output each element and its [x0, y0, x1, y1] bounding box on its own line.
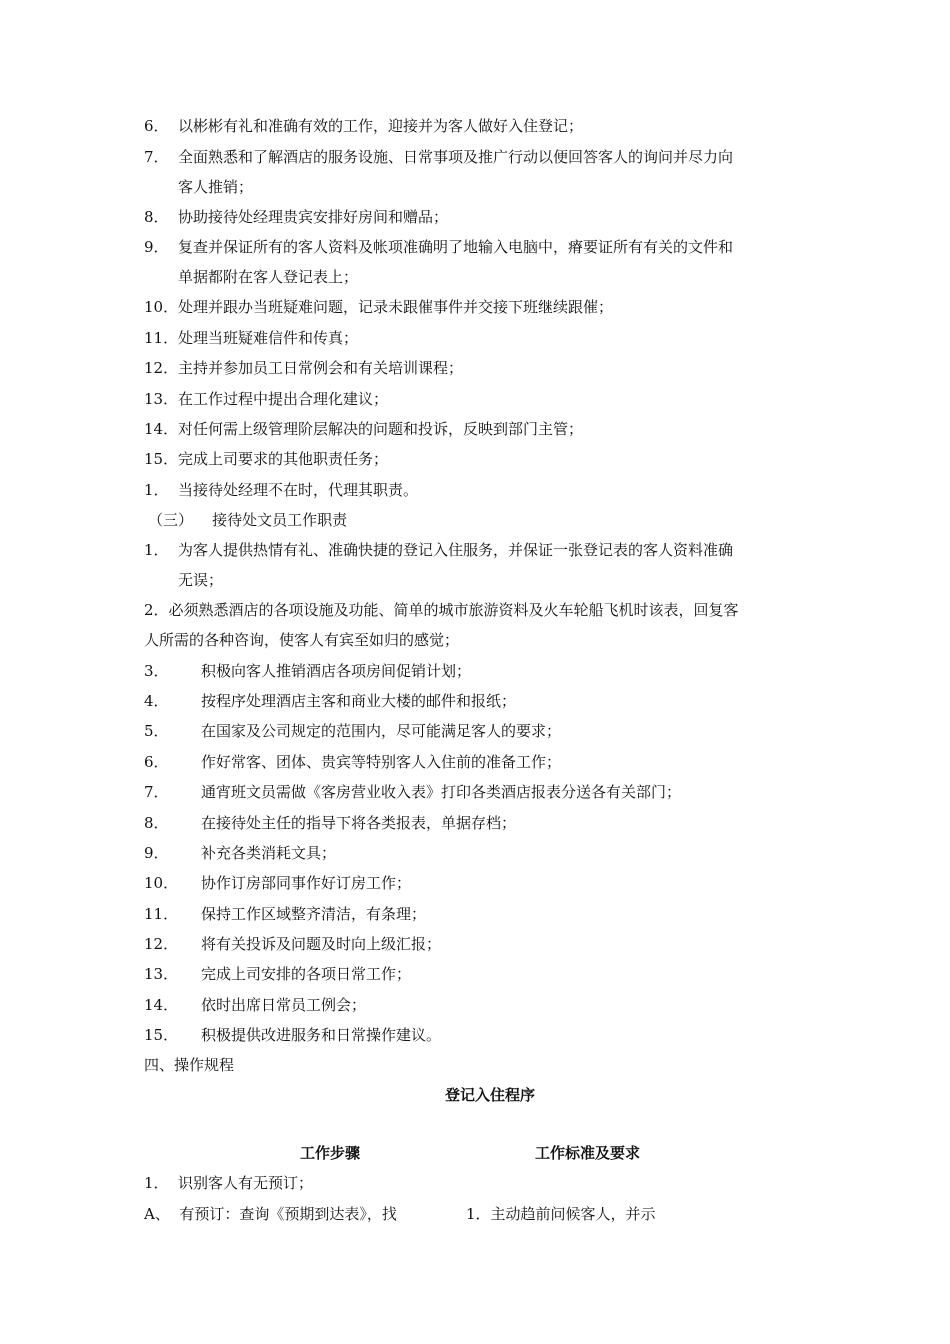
list-item: 11． 保持工作区域整齐清洁，有条理；	[144, 905, 427, 923]
list-item: 12．主持并参加员工日常例会和有关培训课程；	[144, 359, 464, 377]
table-header-steps: 工作步骤	[300, 1144, 361, 1162]
list-item-continuation: 无误；	[178, 571, 224, 589]
list-item: 8． 协助接待处经理贵宾安排好房间和赠品；	[144, 208, 449, 226]
list-item: 8． 在接待处主任的指导下将各类报表，单据存档；	[144, 814, 517, 832]
section-heading: （三） 接待处文员工作职责	[148, 511, 348, 529]
list-item-continuation: 客人推销；	[178, 178, 254, 196]
list-item: 2．必须熟悉酒店的各项设施及功能、简单的城市旅游资料及火车轮船飞机时该表，回复客	[144, 601, 739, 619]
procedure-title: 登记入住程序	[444, 1086, 535, 1104]
list-item: 13．在工作过程中提出合理化建议；	[144, 390, 389, 408]
list-item: 6． 以彬彬有礼和准确有效的工作，迎接并为客人做好入住登记；	[144, 117, 584, 135]
table-header-standards: 工作标准及要求	[535, 1144, 641, 1162]
list-item: 13． 完成上司安排的各项日常工作；	[144, 965, 412, 983]
list-item-continuation: 人所需的各种咨询，使客人有宾至如归的感觉；	[144, 631, 460, 649]
list-item: 14． 依时出席日常员工例会；	[144, 996, 367, 1014]
list-item: 15．完成上司要求的其他职责任务；	[144, 450, 389, 468]
section-heading: 四、操作规程	[144, 1056, 235, 1074]
list-item: 5． 在国家及公司规定的范围内，尽可能满足客人的要求；	[144, 722, 562, 740]
list-item: 7． 全面熟悉和了解酒店的服务设施、日常事项及推广行动以便回答客人的询问并尽力向	[144, 148, 734, 166]
list-item: 7． 通宵班文员需做《客房营业收入表》打印各类酒店报表分送各有关部门；	[144, 783, 682, 801]
list-item: 1． 当接待处经理不在时，代理其职责。	[144, 481, 419, 499]
list-item: 10． 协作订房部同事作好订房工作；	[144, 874, 412, 892]
list-item: 9． 补充各类消耗文具；	[144, 844, 337, 862]
list-item-continuation: 单据都附在客人登记表上；	[178, 268, 359, 286]
list-item: 15． 积极提供改进服务和日常操作建议。	[144, 1026, 442, 1044]
list-item: 1． 为客人提供热情有礼、准确快捷的登记入住服务，并保证一张登记表的客人资料准确	[144, 541, 734, 559]
list-item: 10．处理并跟办当班疑难问题，记录未跟催事件并交接下班继续跟催；	[144, 298, 614, 316]
list-item: 11．处理当班疑难信件和传真；	[144, 329, 359, 347]
list-item: 3． 积极向客人推销酒店各项房间促销计划；	[144, 662, 472, 680]
list-item: 14．对任何需上级管理阶层解决的问题和投诉，反映到部门主管；	[144, 420, 584, 438]
standard-item: 1．主动趋前问候客人，并示	[466, 1205, 656, 1223]
list-item: 12． 将有关投诉及问题及时向上级汇报；	[144, 935, 442, 953]
list-item: 4． 按程序处理酒店主客和商业大楼的邮件和报纸；	[144, 692, 517, 710]
list-item: 9． 复查并保证所有的客人资料及帐项准确明了地输入电脑中，瘠要证所有有关的文件和	[144, 238, 734, 256]
step-item: 1． 识别客人有无预订；	[144, 1174, 314, 1192]
step-sub-item: A、 有预订：查询《预期到达表》，找	[144, 1205, 397, 1223]
list-item: 6． 作好常客、团体、贵宾等特别客人入住前的准备工作；	[144, 753, 562, 771]
